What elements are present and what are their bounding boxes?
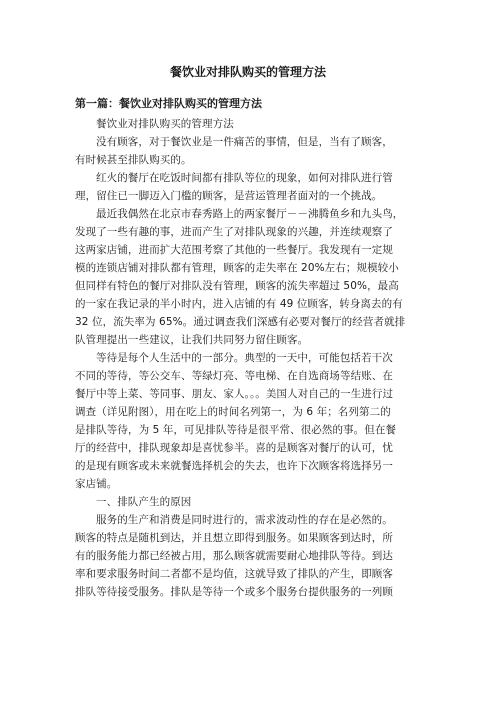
body-line: 率和要求服务时间二者都不是均值，这就导致了排队的产生，即顾客 <box>75 568 393 580</box>
document-body <box>75 115 425 601</box>
body-line: 没有顾客，对于餐饮业是一件痛苦的事情，但是，当有了顾客， <box>96 136 393 148</box>
body-line: 的一家在我记录的半小时内，进入店铺的有 49 位顾客，转身离去的有 <box>75 298 403 310</box>
body-line: 模的连锁店铺对排队都有管理，顾客的走失率在 20%左右；规模较小 <box>75 262 399 274</box>
document-title: 餐饮业对排队购买的管理方法 <box>169 65 326 79</box>
body-line: 餐厅中等上菜、等同事、朋友、家人。。。美国人对自己的一生进行过 <box>75 388 394 400</box>
body-line: 但同样有特色的餐厅对排队没有管理，顾客的流失率超过 50%，最高 <box>75 280 399 292</box>
body-line: 32 位，流失率为 65%。通过调查我们深感有必要对餐厅的经营者就排 <box>75 316 406 328</box>
body-line: 厅的经营中，排队现象却是喜忧参半。喜的是顾客对餐厅的认可，忧 <box>75 442 393 454</box>
body-line: 服务的生产和消费是同时进行的，需求波动性的存在是必然的。 <box>96 514 393 526</box>
body-line: 的是现有顾客或未来就餐选择机会的失去，也许下次顾客将选择另一 <box>75 460 393 472</box>
section-heading: 第一篇：餐饮业对排队购买的管理方法 <box>75 97 262 110</box>
body-line: 排队等待接受服务。排队是等待一个或多个服务台提供服务的一列顾 <box>75 586 393 598</box>
body-line: 最近我偶然在北京市春秀路上的两家餐厅－－沸腾鱼乡和九头鸟， <box>96 208 404 220</box>
body-line: 等待是每个人生活中的一部分。典型的一天中，可能包括若干次 <box>96 352 393 364</box>
body-line: 红火的餐厅在吃饭时间都有排队等位的现象，如何对排队进行管 <box>96 172 393 184</box>
body-line: 调查（详见附图），用在吃上的时间名列第一，为 6 年；名列第二的 <box>75 406 391 418</box>
body-line: 家店铺。 <box>75 478 118 490</box>
body-line: 顾客的特点是随机到达，并且想立即得到服务。如果顾客到达时，所 <box>75 532 393 544</box>
body-line: 这两家店铺，进而扩大范围考察了其他的一些餐厅。我发现有一定规 <box>75 244 393 256</box>
body-line: 发现了一些有趣的事，进而产生了对排队现象的兴趣，并连续观察了 <box>75 226 393 238</box>
body-line: 一、排队产生的原因 <box>96 496 192 508</box>
body-line: 有的服务能力都已经被占用，那么顾客就需要耐心地排队等待。到达 <box>75 550 393 562</box>
body-line: 理，留住已一脚迈入门槛的顾客，是营运管理者面对的一个挑战。 <box>75 190 383 202</box>
body-line: 是排队等待，为 5 年，可见排队等待是很平常、很必然的事。但在餐 <box>75 424 397 436</box>
body-line: 不同的等待，等公交车、等绿灯亮、等电梯、在自选商场等结账、在 <box>75 370 393 382</box>
body-line: 餐饮业对排队购买的管理方法 <box>96 118 234 130</box>
body-line: 队管理提出一些建议，让我们共同努力留住顾客。 <box>75 334 309 346</box>
body-line: 有时候甚至排队购买的。 <box>75 154 192 166</box>
